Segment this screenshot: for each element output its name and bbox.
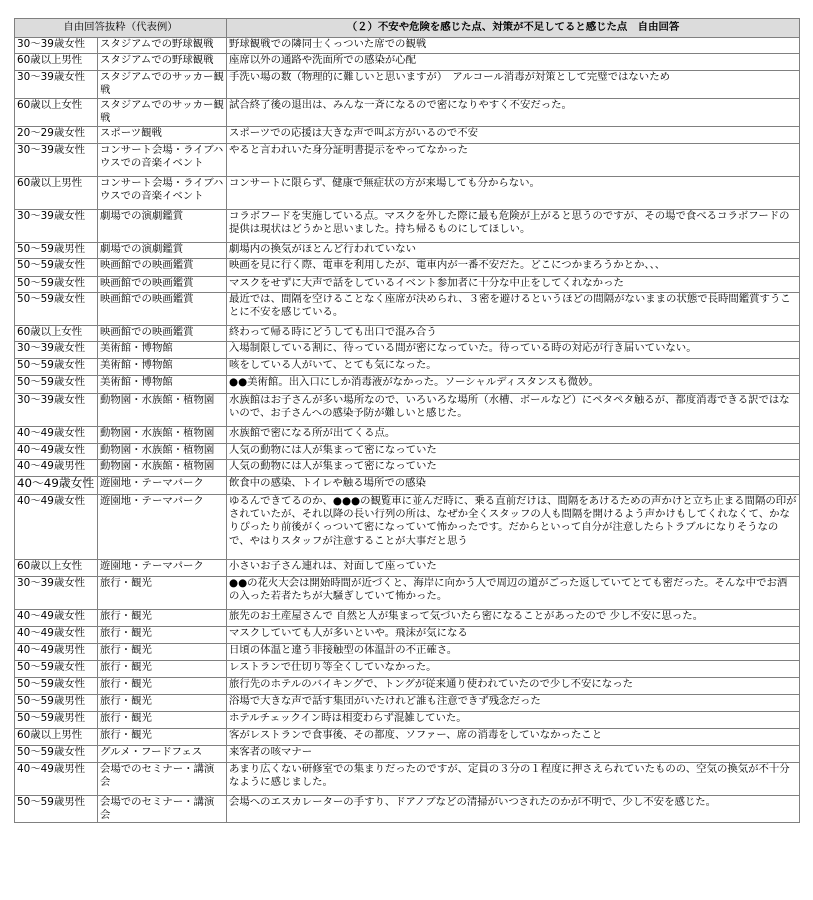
comment-cell: ●●美術館。出入口にしか消毒液がなかった。ソーシャルディスタンスも微妙。: [227, 375, 800, 393]
comment-cell: 旅行先のホテルのバイキングで、トングが従来通り使われていたので少し不安になった: [227, 677, 800, 694]
event-cell: スタジアムでの野球観戦: [98, 38, 227, 54]
attr-cell: 60歳以上女性: [15, 325, 98, 341]
event-cell: スポーツ観戦: [98, 126, 227, 143]
comment-cell: 日頃の体温と違う非接触型の体温計の不正確さ。: [227, 643, 800, 660]
comment-cell: ゆるんできてるのか、●●●の観覧車に並んだ時に、乗る直前だけは、間隔をあけるための声かけと立ち止まる間隔の印がされていたが、それ以降の長い行列の所は、なぜか全くスタッフの人も間隔を開けるよう声かけもしてくれなくて、かなりぴったり前後がくっついて密になっていて怖かったです。だからといって自分が注意したらトラブルになりそうなので、やはりスタッフが注意することが大事だと思う: [227, 494, 800, 559]
comment-cell: 終わって帰る時にどうしても出口で混み合う: [227, 325, 800, 341]
attr-cell: 50～59歳男性: [15, 694, 98, 711]
table-row: [15, 660, 800, 677]
table-row: [15, 143, 800, 176]
event-cell: 美術館・博物館: [98, 341, 227, 358]
table-row: [15, 728, 800, 745]
attr-cell: 60歳以上男性: [15, 54, 98, 71]
attr-cell: 40～49歳男性: [15, 459, 98, 476]
comment-cell: 浴場で大きな声で話す集団がいたけれど誰も注意できず残念だった: [227, 694, 800, 711]
event-cell: 旅行・観光: [98, 643, 227, 660]
attr-cell: 40～49歳女性: [15, 609, 98, 626]
comment-cell: 野球観戦での隣同士くっついた席での観戦: [227, 38, 800, 54]
attr-cell: 50～59歳女性: [15, 292, 98, 325]
comment-cell: マスクをせずに大声で話をしているイベント参加者に十分な中止をしてくれなかった: [227, 276, 800, 292]
event-cell: スタジアムでの野球観戦: [98, 54, 227, 71]
attr-cell: 50～59歳女性: [15, 745, 98, 762]
table-row: [15, 711, 800, 728]
table-row: [15, 762, 800, 795]
attr-cell: 40～49歳女性: [15, 494, 98, 559]
comment-cell: 映画を見に行く際、電車を利用したが、電車内が一番不安だた。どこにつかまろうかとか、、、: [227, 258, 800, 276]
event-cell: 旅行・観光: [98, 728, 227, 745]
table-row: [15, 745, 800, 762]
attr-cell: 50～59歳女性: [15, 276, 98, 292]
comment-cell: あまり広くない研修室での集まりだったのですが、定員の３分の１程度に押さえられていたものの、空気の換気が不十分なように感じました。: [227, 762, 800, 795]
event-cell: コンサート会場・ライブハウスでの音楽イベント: [98, 176, 227, 209]
table-row: [15, 443, 800, 459]
comment-cell: 客がレストランで食事後、その都度、ソファー、席の消毒をしていなかったこと: [227, 728, 800, 745]
event-cell: 遊園地・テーマパーク: [98, 559, 227, 576]
comment-cell: ホテルチェックイン時は相変わらず混雑していた。: [227, 711, 800, 728]
table-row: [15, 677, 800, 694]
event-cell: スタジアムでのサッカー観戦: [98, 71, 227, 99]
event-cell: 旅行・観光: [98, 677, 227, 694]
table-row: [15, 426, 800, 443]
comment-cell: 人気の動物には人が集まって密になっていた: [227, 443, 800, 459]
table-row: [15, 276, 800, 292]
comment-cell: スポーツでの応援は大きな声で叫ぶ方がいるので不安: [227, 126, 800, 143]
table-row: [15, 325, 800, 341]
event-cell: 劇場での演劇鑑賞: [98, 209, 227, 242]
table-row: [15, 126, 800, 143]
event-cell: 映画館での映画鑑賞: [98, 292, 227, 325]
attr-cell: 30～39歳女性: [15, 71, 98, 99]
attr-cell: 30～39歳女性: [15, 576, 98, 609]
table-body: [15, 38, 800, 823]
header-row: [15, 19, 800, 38]
event-cell: 会場でのセミナー・講演会: [98, 762, 227, 795]
table-row: [15, 242, 800, 258]
event-cell: 旅行・観光: [98, 711, 227, 728]
attr-cell: 60歳以上女性: [15, 98, 98, 126]
attr-cell: 60歳以上男性: [15, 176, 98, 209]
event-cell: 旅行・観光: [98, 609, 227, 626]
table-row: [15, 258, 800, 276]
comment-cell: 手洗い場の数（物理的に難しいと思いますが） アルコール消毒が対策として完璧ではないため: [227, 71, 800, 99]
table-row: [15, 71, 800, 99]
table-row: [15, 209, 800, 242]
comment-cell: 座席以外の通路や洗面所での感染が心配: [227, 54, 800, 71]
attr-cell: 50～59歳男性: [15, 711, 98, 728]
attr-cell: 60歳以上女性: [15, 559, 98, 576]
table-row: [15, 341, 800, 358]
table-row: [15, 795, 800, 823]
table-row: [15, 38, 800, 54]
comment-cell: 水族館はお子さんが多い場所なので、いろいろな場所（水槽、ボールなど）にペタペタ触るが、都度消毒できる訳ではないので、お子さんへの感染予防が難しいと感じた。: [227, 393, 800, 426]
table-row: [15, 494, 800, 559]
event-cell: 映画館での映画鑑賞: [98, 276, 227, 292]
comment-cell: 会場へのエスカレーターの手すり、ドアノブなどの清掃がいつされたのかが不明で、少し不安を感じた。: [227, 795, 800, 823]
table-row: [15, 176, 800, 209]
event-cell: グルメ・フードフェス: [98, 745, 227, 762]
comment-cell: コンサートに限らず、健康で無症状の方が来場しても分からない。: [227, 176, 800, 209]
comment-cell: 劇場内の換気がほとんど行われていない: [227, 242, 800, 258]
table-row: [15, 694, 800, 711]
event-cell: 美術館・博物館: [98, 358, 227, 375]
event-cell: 遊園地・テーマパーク: [98, 494, 227, 559]
attr-cell: 40～49歳女性: [15, 476, 98, 494]
table-row: [15, 626, 800, 643]
attr-cell: 30～39歳女性: [15, 393, 98, 426]
attr-cell: 20～29歳女性: [15, 126, 98, 143]
table-row: [15, 476, 800, 494]
comment-cell: コラボフードを実施している点。マスクを外した際に最も危険が上がると思うのですが、その場で食べるコラボフードの提供は現状はどうかと思いました。持ち帰るものにしてほしい。: [227, 209, 800, 242]
event-cell: 劇場での演劇鑑賞: [98, 242, 227, 258]
event-cell: 動物園・水族館・植物園: [98, 443, 227, 459]
table-row: [15, 459, 800, 476]
comment-cell: 人気の動物には人が集まって密になっていた: [227, 459, 800, 476]
event-cell: 旅行・観光: [98, 694, 227, 711]
table-row: [15, 643, 800, 660]
comment-cell: 咳をしている人がいて、とても気になった。: [227, 358, 800, 375]
free-answer-table: [14, 18, 800, 823]
comment-cell: 飲食中の感染、トイレや触る場所での感染: [227, 476, 800, 494]
attr-cell: 60歳以上男性: [15, 728, 98, 745]
comment-cell: 入場制限している割に、待っている間が密になっていた。待っている時の対応が行き届いていない。: [227, 341, 800, 358]
attr-cell: 30～39歳女性: [15, 341, 98, 358]
event-cell: 映画館での映画鑑賞: [98, 325, 227, 341]
attr-cell: 40～49歳男性: [15, 643, 98, 660]
table-row: [15, 54, 800, 71]
attr-cell: 50～59歳男性: [15, 242, 98, 258]
comment-cell: 旅先のお土産屋さんで 自然と人が集まって気づいたら密になることがあったので 少し不安に思った。: [227, 609, 800, 626]
attr-cell: 40～49歳女性: [15, 426, 98, 443]
comment-cell: 試合終了後の退出は、みんな一斉になるので密になりやすく不安だった。: [227, 98, 800, 126]
attr-cell: 40～49歳女性: [15, 443, 98, 459]
comment-cell: やると言われいた身分証明書提示をやってなかった: [227, 143, 800, 176]
table-row: [15, 576, 800, 609]
comment-cell: マスクしていても人が多いといや。飛沫が気になる: [227, 626, 800, 643]
comment-cell: 来客者の咳マナー: [227, 745, 800, 762]
table-row: [15, 98, 800, 126]
attr-cell: 40～49歳女性: [15, 626, 98, 643]
event-cell: 映画館での映画鑑賞: [98, 258, 227, 276]
table-row: [15, 559, 800, 576]
comment-cell: 最近では、間隔を空けることなく座席が決められ、３密を避けるというほどの間隔がないままの状態で長時間鑑賞すうことに不安を感じている。: [227, 292, 800, 325]
event-cell: 動物園・水族館・植物園: [98, 426, 227, 443]
event-cell: 旅行・観光: [98, 660, 227, 677]
attr-cell: 50～59歳女性: [15, 375, 98, 393]
event-cell: 会場でのセミナー・講演会: [98, 795, 227, 823]
event-cell: 旅行・観光: [98, 576, 227, 609]
table-row: [15, 358, 800, 375]
attr-cell: 50～59歳女性: [15, 660, 98, 677]
comment-cell: ●●の花火大会は開始時間が近づくと、海岸に向かう人で周辺の道がごった返していてとても密だった。そんな中でお酒の入った若者たちが大騒ぎしていて怖かった。: [227, 576, 800, 609]
attr-cell: 30～39歳女性: [15, 38, 98, 54]
header-left: 自由回答抜粋（代表例）: [15, 19, 227, 38]
attr-cell: 50～59歳女性: [15, 677, 98, 694]
event-cell: 美術館・博物館: [98, 375, 227, 393]
event-cell: 動物園・水族館・植物園: [98, 459, 227, 476]
attr-cell: 40～49歳男性: [15, 762, 98, 795]
attr-cell: 50～59歳男性: [15, 795, 98, 823]
header-right: （２）不安や危険を感じた点、対策が不足してると感じた点 自由回答: [227, 19, 800, 38]
attr-cell: 30～39歳女性: [15, 209, 98, 242]
table-row: [15, 609, 800, 626]
event-cell: コンサート会場・ライブハウスでの音楽イベント: [98, 143, 227, 176]
comment-cell: レストランで仕切り等全くしていなかった。: [227, 660, 800, 677]
event-cell: 旅行・観光: [98, 626, 227, 643]
attr-cell: 50～59歳女性: [15, 258, 98, 276]
comment-cell: 小さいお子さん連れは、対面して座っていた: [227, 559, 800, 576]
event-cell: スタジアムでのサッカー観戦: [98, 98, 227, 126]
event-cell: 遊園地・テーマパーク: [98, 476, 227, 494]
table-row: [15, 375, 800, 393]
table-row: [15, 393, 800, 426]
table-row: [15, 292, 800, 325]
attr-cell: 30～39歳女性: [15, 143, 98, 176]
comment-cell: 水族館で密になる所が出てくる点。: [227, 426, 800, 443]
attr-cell: 50～59歳女性: [15, 358, 98, 375]
event-cell: 動物園・水族館・植物園: [98, 393, 227, 426]
